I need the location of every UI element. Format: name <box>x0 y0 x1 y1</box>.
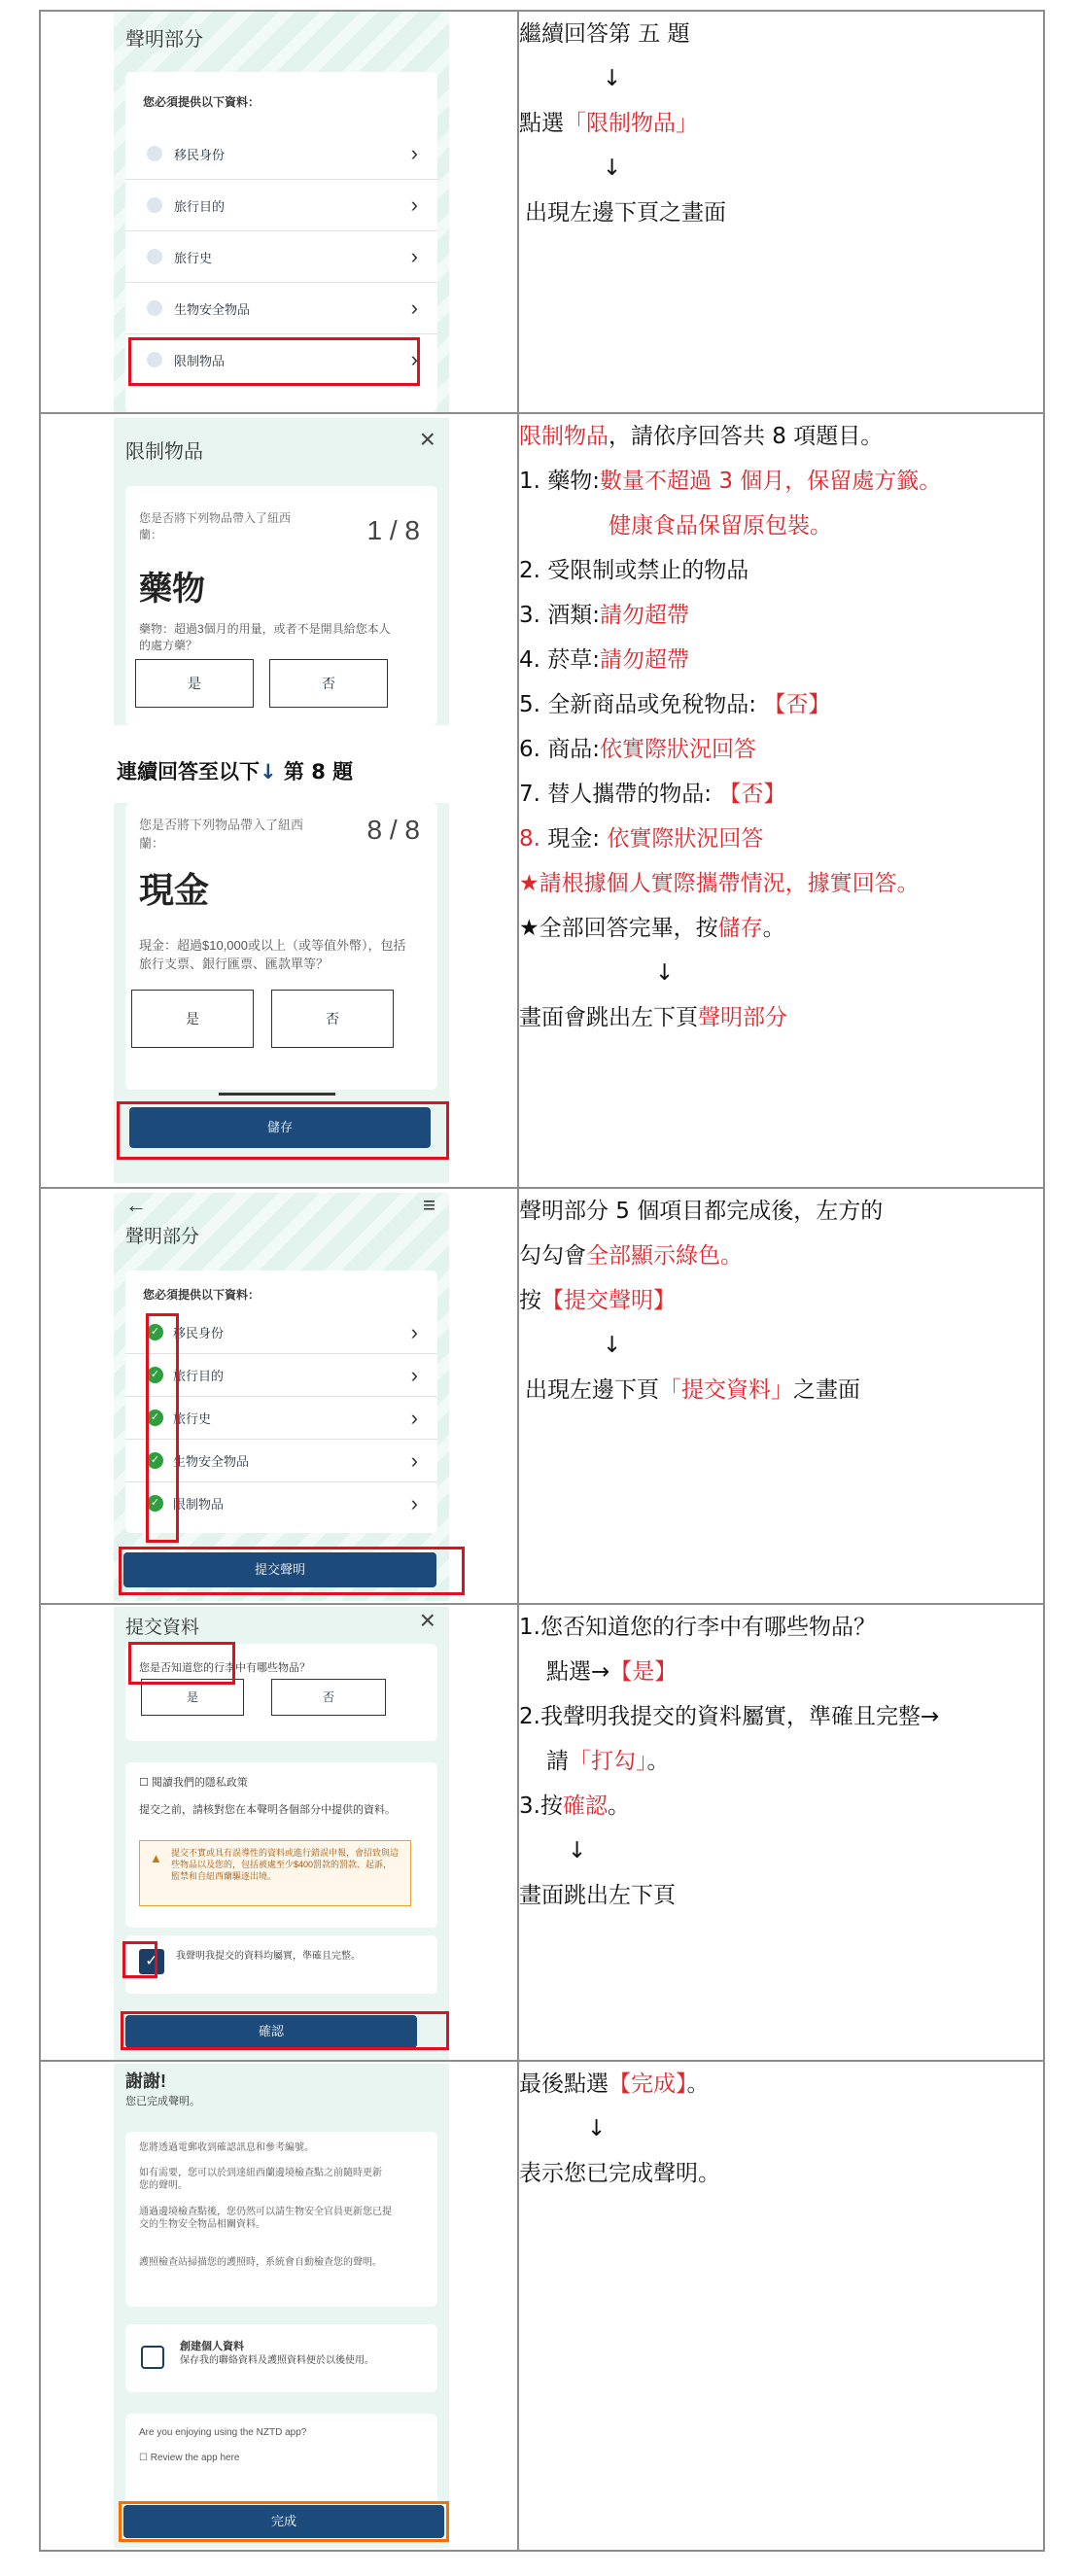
save-button[interactable]: 儲存 <box>129 1107 431 1148</box>
list-item[interactable]: ✓ 旅行史 › <box>125 1397 437 1440</box>
instruction-line: 點選→【是】 <box>546 1659 678 1685</box>
list-item-restricted[interactable]: 限制物品 › <box>125 334 437 385</box>
chevron-right-icon: › <box>410 1405 418 1430</box>
list-item[interactable]: 生物安全物品 › <box>125 283 437 334</box>
instruction-line: 點選「限制物品」 <box>519 111 698 136</box>
instruction-line: 1.您否知道您的行李中有哪些物品？ <box>519 1615 876 1640</box>
down-arrow-icon: ↓ <box>603 66 622 91</box>
prompt-text: 您必須提供以下資料： <box>143 1288 261 1302</box>
home-indicator <box>219 1093 335 1096</box>
instruction-line: 3.按確認。 <box>519 1793 630 1819</box>
screenshot-cell <box>40 1188 518 1604</box>
review-note: 提交之前，請核對您在本聲明各個部分中提供的資料。 <box>139 1804 396 1816</box>
instruction-line: 最後點選【完成】。 <box>519 2071 710 2097</box>
instruction-line: 1. 藥物:數量不超過 3 個月，保留處方籤。 <box>519 469 942 494</box>
external-link-icon: ☐ <box>139 2453 151 2463</box>
chevron-right-icon: › <box>410 1319 418 1344</box>
table-row <box>40 2061 1044 2551</box>
check-icon: ✓ <box>147 1495 163 1512</box>
screenshot-cell <box>40 2061 518 2551</box>
list-item[interactable]: 移民身份 › <box>125 128 437 180</box>
instruction-line: 按【提交聲明】 <box>519 1288 676 1313</box>
status-dot-icon <box>147 249 162 264</box>
down-arrow-icon: ↓ <box>568 1838 587 1863</box>
page-title: 謝謝! <box>125 2071 166 2091</box>
question-card <box>125 803 437 1090</box>
warning-text: 提交不實或具有誤導性的資料或進行錯誤申報，會招致與這些物品以及您的，包括被處至少$400罰款的罰款、起訴，監禁和自紐西蘭驅逐出境。 <box>171 1848 400 1881</box>
highlight-box <box>122 1941 157 1978</box>
info-paragraph: 護照檢查站掃描您的護照時，系統會自動檢查您的聲明。 <box>139 2257 382 2268</box>
question-description: 現金：超過$10,000或以上（或等值外幣），包括旅行支票、銀行匯票、匯款單等？ <box>139 938 406 971</box>
yes-button[interactable]: 是 <box>135 659 254 708</box>
instruction-cell <box>518 2061 1044 2551</box>
page-title: 限制物品 <box>125 441 203 463</box>
restricted-items-screen <box>114 418 449 725</box>
table-row <box>40 11 1044 413</box>
info-paragraph: 通過邊境檢查點後，您仍然可以請生物安全官員更新您已提交的生物安全物品相關資料。 <box>139 2207 392 2230</box>
highlight-box <box>146 1313 179 1543</box>
instruction-table <box>39 10 1045 2552</box>
screenshot-cell <box>40 11 518 413</box>
prompt-text: 您必須提供以下資料： <box>143 95 261 109</box>
page-subtitle: 您已完成聲明。 <box>125 2096 200 2107</box>
question-text: 您是否將下列物品帶入了紐西蘭： <box>139 818 304 851</box>
checkbox-checked-icon[interactable]: ✓ <box>139 1949 164 1974</box>
save-profile-desc: 保存我的聯絡資料及護照資料便於以後使用。 <box>180 2355 374 2366</box>
close-icon[interactable]: × <box>419 1607 435 1635</box>
down-arrow-icon: ↓ <box>587 2116 607 2141</box>
instruction-line: 健康食品保留原包裝。 <box>609 513 832 539</box>
list-item[interactable]: 旅行目的 › <box>125 180 437 231</box>
highlight-box <box>128 1642 235 1685</box>
question-item: 現金 <box>139 871 210 911</box>
instruction-line: 繼續回答第 五 題 <box>519 21 690 47</box>
question-item: 藥物 <box>139 570 205 609</box>
menu-icon[interactable]: ≡ <box>423 1193 435 1217</box>
highlight-box <box>119 2501 449 2542</box>
list-item[interactable]: ✓ 旅行目的 › <box>125 1354 437 1397</box>
status-dot-icon <box>147 197 162 213</box>
confirm-button[interactable]: 確認 <box>125 2015 417 2048</box>
info-paragraph: 您將透過電郵收到確認訊息和參考編號。 <box>139 2142 314 2153</box>
table-row <box>40 413 1044 1188</box>
submit-declaration-button[interactable]: 提交聲明 <box>123 1552 436 1587</box>
list-item[interactable]: 旅行史 › <box>125 231 437 283</box>
close-icon[interactable]: × <box>419 424 435 454</box>
chevron-right-icon: › <box>410 1490 418 1515</box>
question-counter: 8 / 8 <box>366 815 420 845</box>
check-icon: ✓ <box>147 1324 163 1340</box>
list-item[interactable]: ✓ 生物安全物品 › <box>125 1440 437 1482</box>
page-title: 聲明部分 <box>125 1227 200 1247</box>
instruction-line: 限制物品，請依序回答共 8 項題目。 <box>519 424 884 449</box>
external-link-icon: ☐ <box>139 1777 152 1789</box>
instruction-line: 2. 受限制或禁止的物品 <box>519 558 749 583</box>
highlight-box <box>119 1547 465 1595</box>
instruction-line: 勾勾會全部顯示綠色。 <box>519 1243 743 1269</box>
status-dot-icon <box>147 300 162 316</box>
chevron-right-icon: › <box>410 192 418 217</box>
screenshot-cell <box>40 413 518 1188</box>
question-text: 您是否將下列物品帶入了紐西蘭： <box>139 511 292 541</box>
list-item[interactable]: ✓ 限制物品 › <box>125 1482 437 1524</box>
instruction-line: 聲明部分 5 個項目都完成後，左方的 <box>519 1199 884 1224</box>
chevron-right-icon: › <box>410 296 418 320</box>
chevron-right-icon: › <box>410 244 418 268</box>
warning-icon: ▲ <box>150 1851 162 1865</box>
feedback-question: Are you enjoying using the NZTD app? <box>139 2427 307 2438</box>
status-dot-icon <box>147 146 162 161</box>
info-paragraph: 如有需要，您可以於到達紐西蘭邊境檢查點之前隨時更新您的聲明。 <box>139 2168 382 2191</box>
no-button[interactable]: 否 <box>269 659 388 708</box>
highlight-box <box>121 2011 449 2050</box>
question-counter: 1 / 8 <box>366 515 420 545</box>
yes-button[interactable]: 是 <box>131 990 254 1048</box>
declare-text: 我聲明我提交的資料均屬實，準確且完整。 <box>176 1951 361 1962</box>
chevron-right-icon: › <box>410 347 418 371</box>
chevron-right-icon: › <box>410 1447 418 1473</box>
back-icon[interactable]: ← <box>125 1193 147 1217</box>
list-item[interactable]: ✓ 移民身份 › <box>125 1311 437 1354</box>
down-arrow-icon: ↓ <box>603 1333 622 1358</box>
no-button[interactable]: 否 <box>271 990 394 1048</box>
yes-button[interactable]: 是 <box>141 1679 244 1716</box>
instruction-line: 2.我聲明我提交的資料屬實，準確且完整→ <box>519 1704 940 1729</box>
table-row <box>40 1188 1044 1604</box>
instruction-line: ★請根據個人實際攜帶情況，據實回答。 <box>519 871 920 896</box>
warning-box <box>139 1840 411 1906</box>
instruction-cell <box>518 1188 1044 1604</box>
info-card <box>125 2132 437 2307</box>
privacy-card <box>125 1762 437 1928</box>
instruction-line: 6. 商品:依實際狀況回答 <box>519 737 757 762</box>
instruction-line: 5. 全新商品或免稅物品: 【否】 <box>519 692 831 717</box>
checkbox-icon[interactable] <box>141 2346 164 2369</box>
instruction-line: 4. 菸草:請勿超帶 <box>519 647 690 673</box>
down-arrow-icon: ↓ <box>655 960 675 986</box>
thank-you-screen <box>114 2064 449 2548</box>
check-icon: ✓ <box>147 1452 163 1469</box>
highlight-box <box>128 337 420 386</box>
privacy-link[interactable]: ☐ 閱讀我們的隱私政策 <box>139 1777 248 1789</box>
instruction-line: 畫面會跳出左下頁聲明部分 <box>519 1005 787 1030</box>
down-arrow-icon: ↓ <box>603 156 622 181</box>
instruction-line: 畫面跳出左下頁 <box>519 1883 676 1908</box>
instruction-line: ★全部回答完畢，按儲存。 <box>519 916 785 941</box>
instruction-cell <box>518 1604 1044 2061</box>
instruction-line: 出現左邊下頁之畫面 <box>525 200 726 226</box>
declaration-checkbox-card <box>125 1935 437 1994</box>
instruction-line: 8. 現金: 依實際狀況回答 <box>519 826 764 852</box>
highlight-box <box>117 1101 449 1160</box>
feedback-card <box>125 2414 437 2511</box>
instruction-line: 出現左邊下頁「提交資料」之畫面 <box>525 1377 860 1403</box>
instruction-cell <box>518 11 1044 413</box>
chevron-right-icon: › <box>410 1362 418 1387</box>
check-icon: ✓ <box>147 1367 163 1383</box>
save-profile-title: 創建個人資料 <box>180 2341 244 2352</box>
instruction-cell <box>518 413 1044 1188</box>
done-button[interactable]: 完成 <box>123 2505 444 2538</box>
question-description: 藥物：超過3個月的用量，或者不是開具給您本人的處方藥？ <box>139 622 391 652</box>
instruction-line: 7. 替人攜帶的物品: 【否】 <box>519 782 786 807</box>
page-title: 提交資料 <box>125 1618 200 1638</box>
save-profile-card <box>125 2324 437 2392</box>
check-icon: ✓ <box>147 1410 163 1426</box>
instruction-line: 3. 酒類:請勿超帶 <box>519 603 690 628</box>
no-button[interactable]: 否 <box>271 1679 386 1716</box>
chevron-right-icon: › <box>410 141 418 165</box>
review-link[interactable]: ☐ Review the app here <box>139 2453 240 2463</box>
screenshot-cell <box>40 1604 518 2061</box>
continue-caption: 連續回答至以下↓ 第 8 題 <box>117 760 354 783</box>
table-row <box>40 1604 1044 2061</box>
page-title: 聲明部分 <box>125 29 203 51</box>
question-card <box>125 486 437 725</box>
instruction-line: 表示您已完成聲明。 <box>519 2161 720 2186</box>
question-text: 您是否知道您的行李中有哪些物品？ <box>139 1662 310 1674</box>
instruction-line: 請「打勾」。 <box>546 1749 670 1774</box>
